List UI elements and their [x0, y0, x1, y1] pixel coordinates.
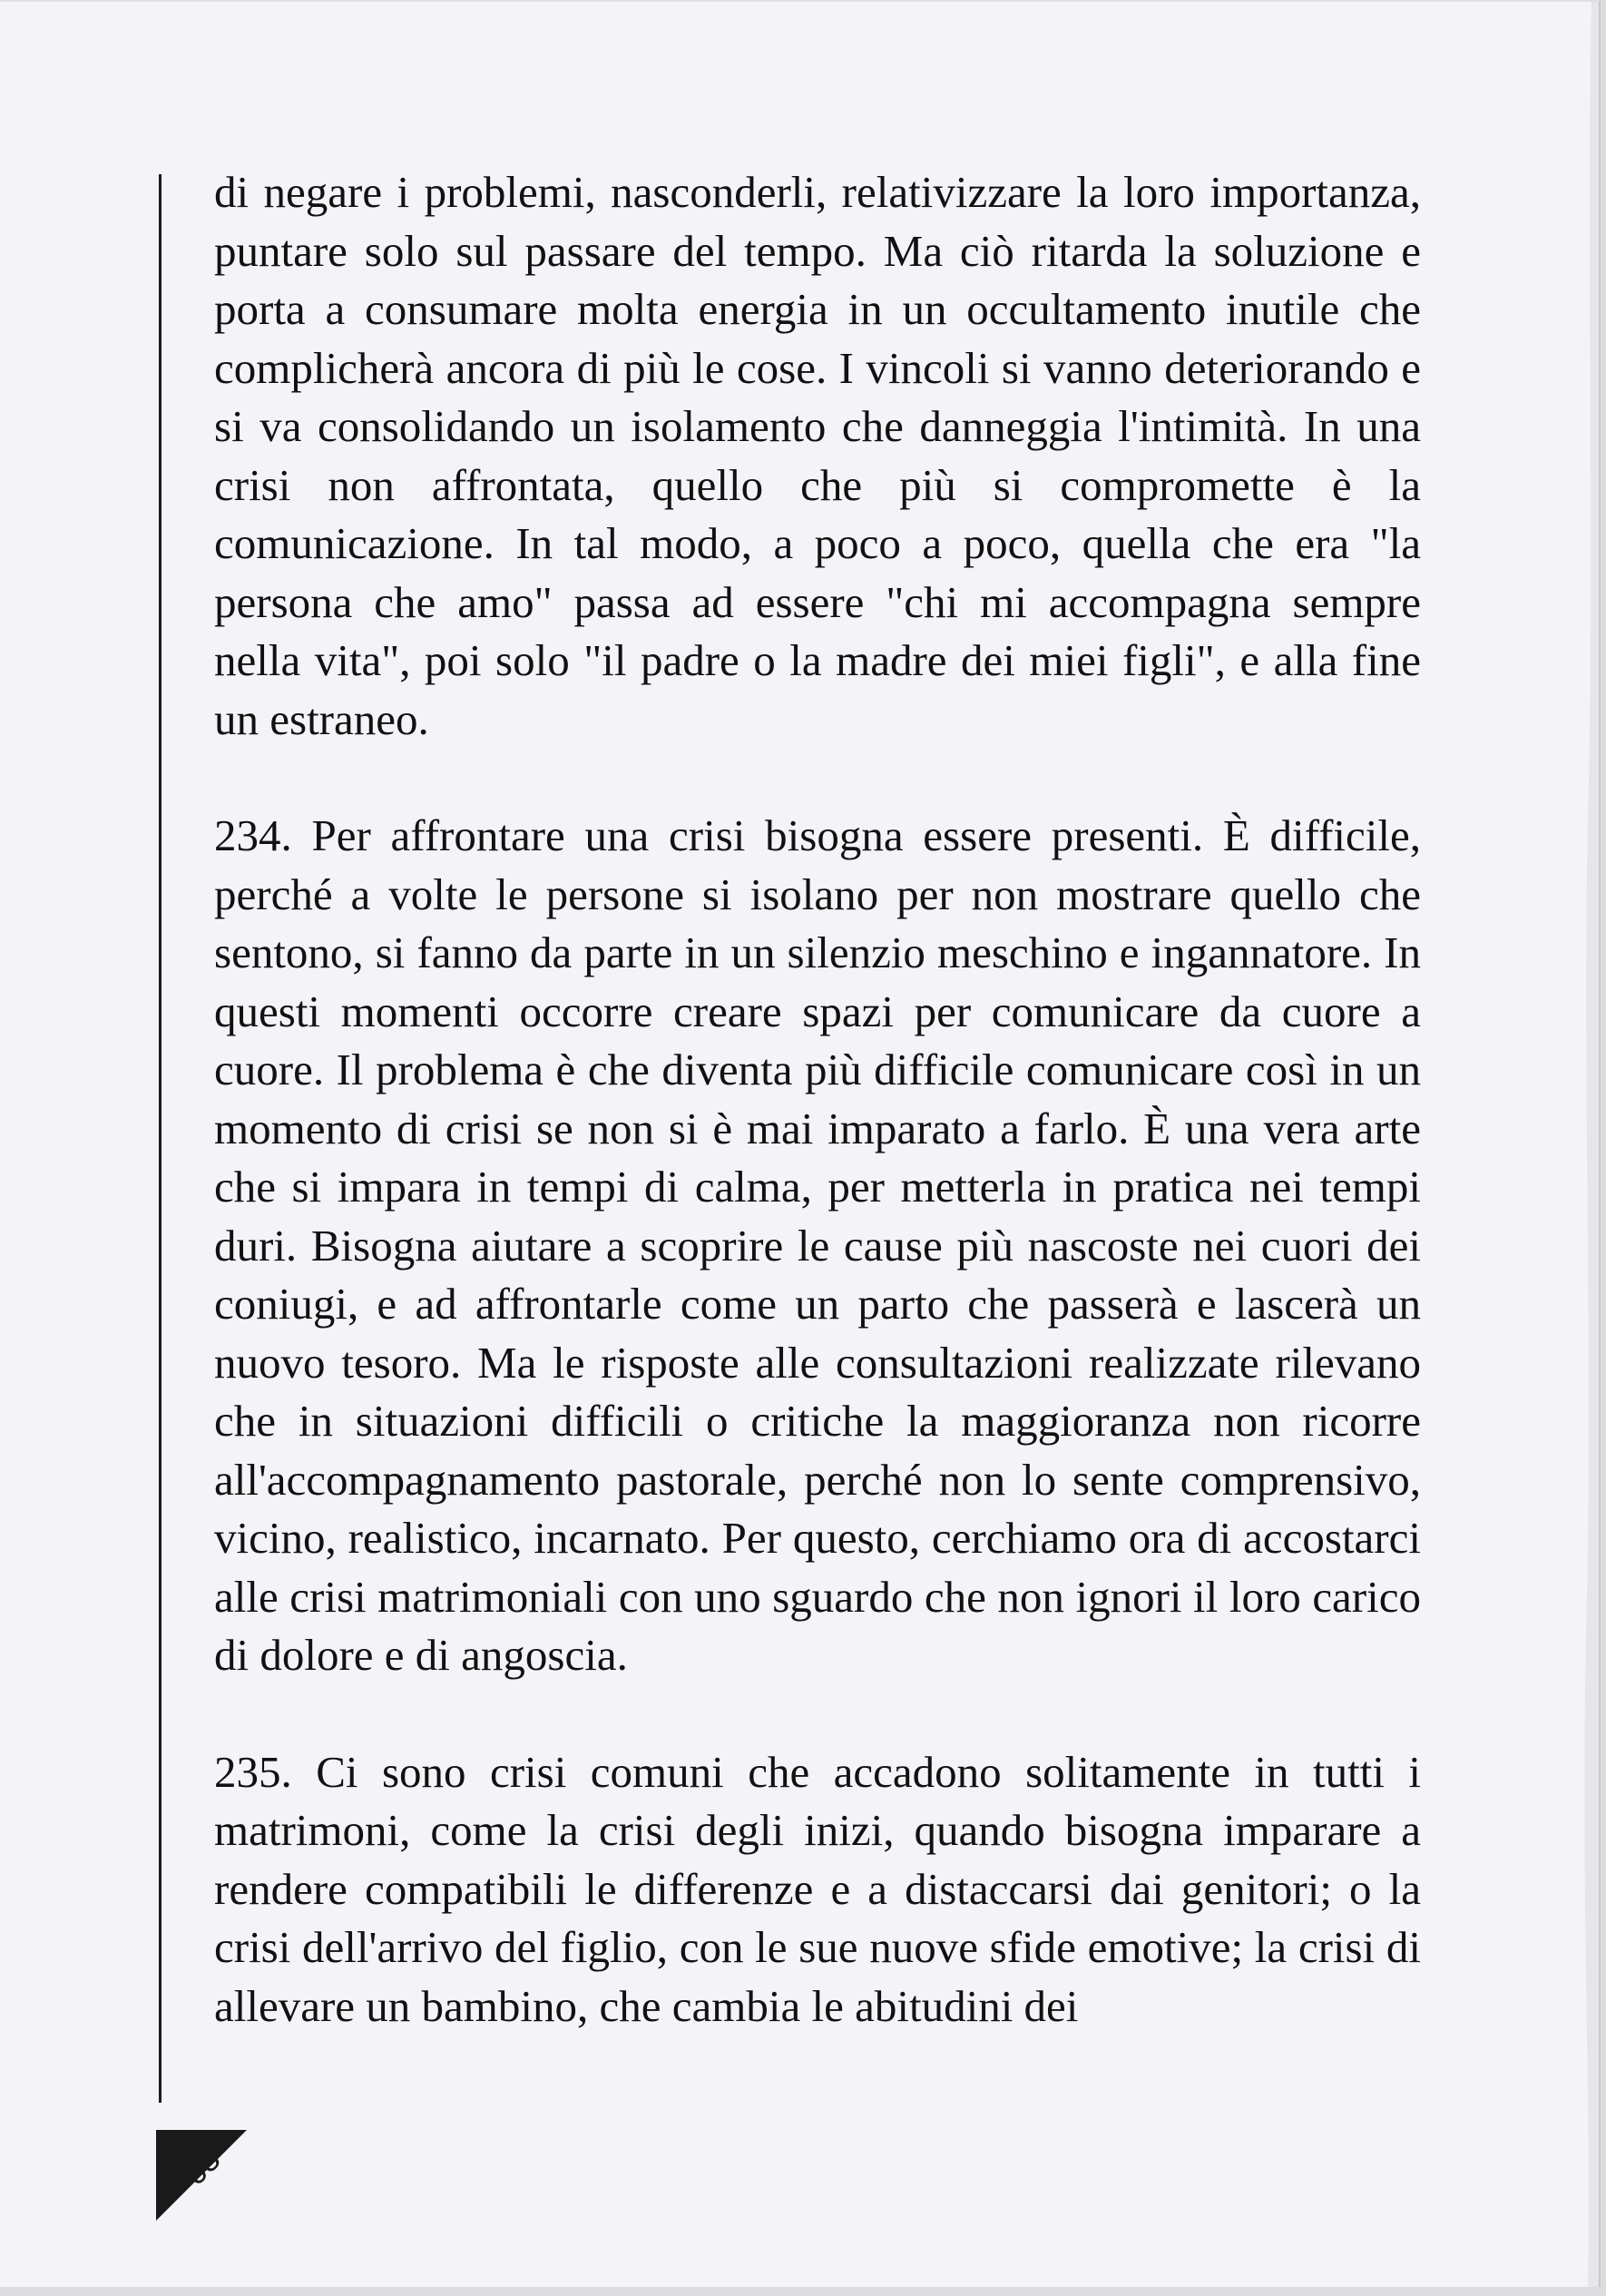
margin-rule [159, 174, 162, 2103]
paragraph-continuation: di negare i problemi, nasconderli, relativizzare la loro importanza, puntare solo sul passare del tempo. Ma ciò ritarda la soluzione e porta a consumare molta energia in un occultamento inutile che complicherà ancora di più le cose. I vincoli si vanno deteriorando e si va consolidando un isolamento che danneggia l'intimità. In una crisi non affrontata, quello che più si compromette è la comunicazione. In tal modo, a poco a poco, quella che era "la persona che amo" passa ad essere "chi mi accompagna sempre nella vita", poi solo "il padre o la madre dei miei figli", e alla fine un estraneo. [214, 167, 1421, 744]
body-text [214, 163, 1421, 2036]
paragraph-235: 235. Ci sono crisi comuni che accadono solitamente in tutti i matrimoni, come la crisi degli inizi, quando bisogna imparare a rendere compatibili le differenze e a distaccarsi dai genitori; o la crisi dell'arrivo del figlio, con le sue nuove sfide emotive; la crisi di allevare un bambino, che cambia le abitudini dei [214, 1746, 1421, 2031]
page-edge-shadow [1572, 2, 1599, 2287]
paragraph-234: 234. Per affrontare una crisi bisogna essere presenti. È difficile, perché a volte le persone si isolano per non mostrare quello che sentono, si fanno da parte in un silenzio meschino e ingannatore. In questi momenti occorre creare spazi per comunicare da cuore a cuore. Il problema è che diventa più difficile comunicare così in un momento di crisi se non si è mai imparato a farlo. È una vera arte che si impara in tempi di calma, per metterla in pratica nei tempi duri. Bisogna aiutare a scoprire le cause più nascoste nei cuori dei coniugi, e ad affrontarle come un parto che passerà e lascerà un nuovo tesoro. Ma le risposte alle consultazioni realizzate rilevano che in situazioni difficili o critiche la maggioranza non ricorre all'accompagnamento pastorale, perché non lo sente comprensivo, vicino, realistico, incarnato. Per questo, cerchiamo ora di accostarci alle crisi matrimoniali con uno sguardo che non ignori il loro carico di dolore e di angoscia. [214, 810, 1421, 1680]
page-number: 86 [176, 2140, 228, 2192]
